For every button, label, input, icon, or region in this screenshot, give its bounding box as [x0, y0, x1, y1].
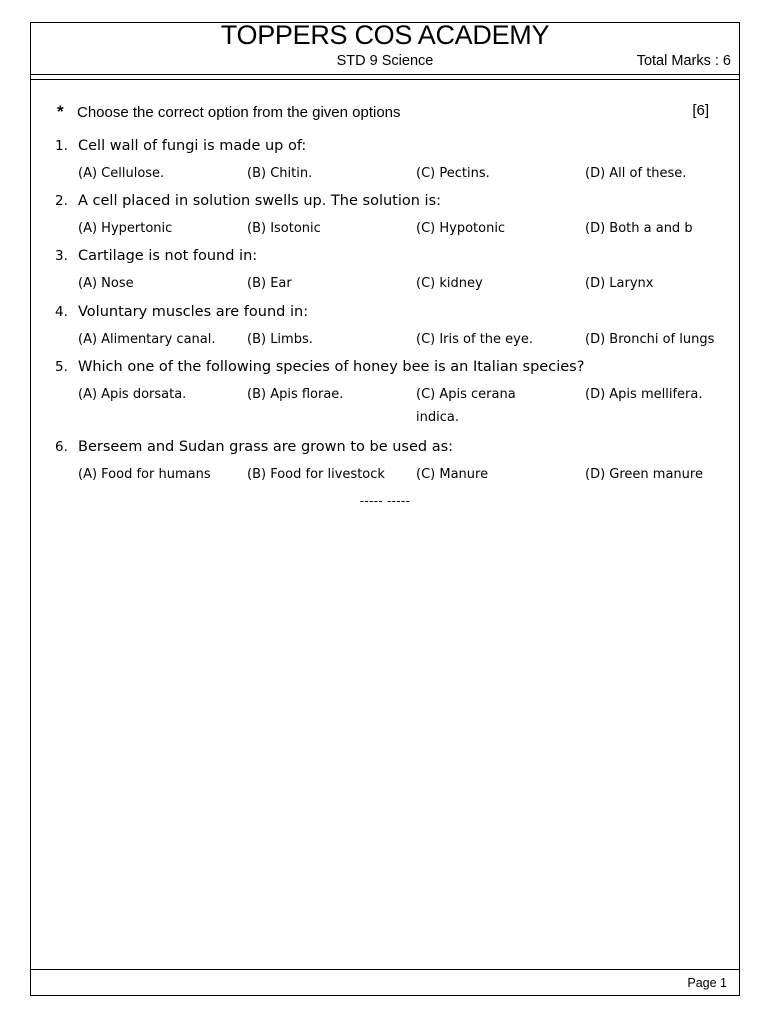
school-name: TOPPERS COS ACADEMY — [220, 20, 550, 50]
question-number: 5. — [55, 359, 68, 375]
option-d: (D) Larynx — [585, 276, 654, 291]
option-d: (D) All of these. — [585, 166, 687, 181]
question-text: Berseem and Sudan grass are grown to be used as: — [78, 439, 454, 455]
option-b: (B) Limbs. — [247, 332, 313, 347]
question-text: Cell wall of fungi is made up of: — [78, 138, 307, 154]
option-b: (B) Chitin. — [247, 166, 313, 181]
option-a: (A) Cellulose. — [78, 166, 165, 181]
option-b: (B) Ear — [247, 276, 292, 291]
header-divider — [31, 74, 739, 75]
question-text: A cell placed in solution swells up. The solution is: — [78, 193, 442, 209]
question-number: 2. — [55, 193, 68, 209]
option-d: (D) Bronchi of lungs — [585, 332, 715, 347]
question-paper — [30, 22, 740, 996]
footer-divider — [31, 969, 739, 970]
option-c: (C) Iris of the eye. — [416, 332, 533, 347]
option-a: (A) Nose — [78, 276, 134, 291]
header-divider — [31, 79, 739, 80]
question-number: 4. — [55, 304, 68, 320]
option-b: (B) Food for livestock — [247, 467, 385, 482]
option-d: (D) Green manure — [585, 467, 703, 482]
option-d: (D) Both a and b — [585, 221, 693, 236]
option-a: (A) Alimentary canal. — [78, 332, 216, 347]
page-number: Page 1 — [687, 976, 727, 990]
option-c: (C) Manure — [416, 467, 489, 482]
option-c: (C) Pectins. — [416, 166, 490, 181]
total-marks: Total Marks : 6 — [636, 53, 731, 69]
option-b: (B) Isotonic — [247, 221, 321, 236]
end-of-questions-mark: ----- ----- — [359, 494, 411, 508]
question-text: Which one of the following species of honey bee is an Italian species? — [78, 359, 585, 375]
option-c: (C) Apis cerana indica. — [416, 387, 516, 425]
question-text: Cartilage is not found in: — [78, 248, 258, 264]
option-c: (C) kidney — [416, 276, 483, 291]
question-text: Voluntary muscles are found in: — [78, 304, 309, 320]
option-a: (A) Hypertonic — [78, 221, 173, 236]
subject-title: STD 9 Science — [336, 53, 434, 69]
option-c: (C) Hypotonic — [416, 221, 506, 236]
option-a: (A) Food for humans — [78, 467, 211, 482]
option-b: (B) Apis florae. — [247, 387, 344, 402]
section-instruction: Choose the correct option from the given options — [77, 104, 401, 121]
question-number: 6. — [55, 439, 68, 455]
asterisk-bullet: * — [57, 102, 64, 121]
section-marks: [6] — [692, 102, 709, 119]
question-number: 3. — [55, 248, 68, 264]
question-number: 1. — [55, 138, 68, 154]
option-d: (D) Apis mellifera. — [585, 387, 703, 402]
option-a: (A) Apis dorsata. — [78, 387, 187, 402]
